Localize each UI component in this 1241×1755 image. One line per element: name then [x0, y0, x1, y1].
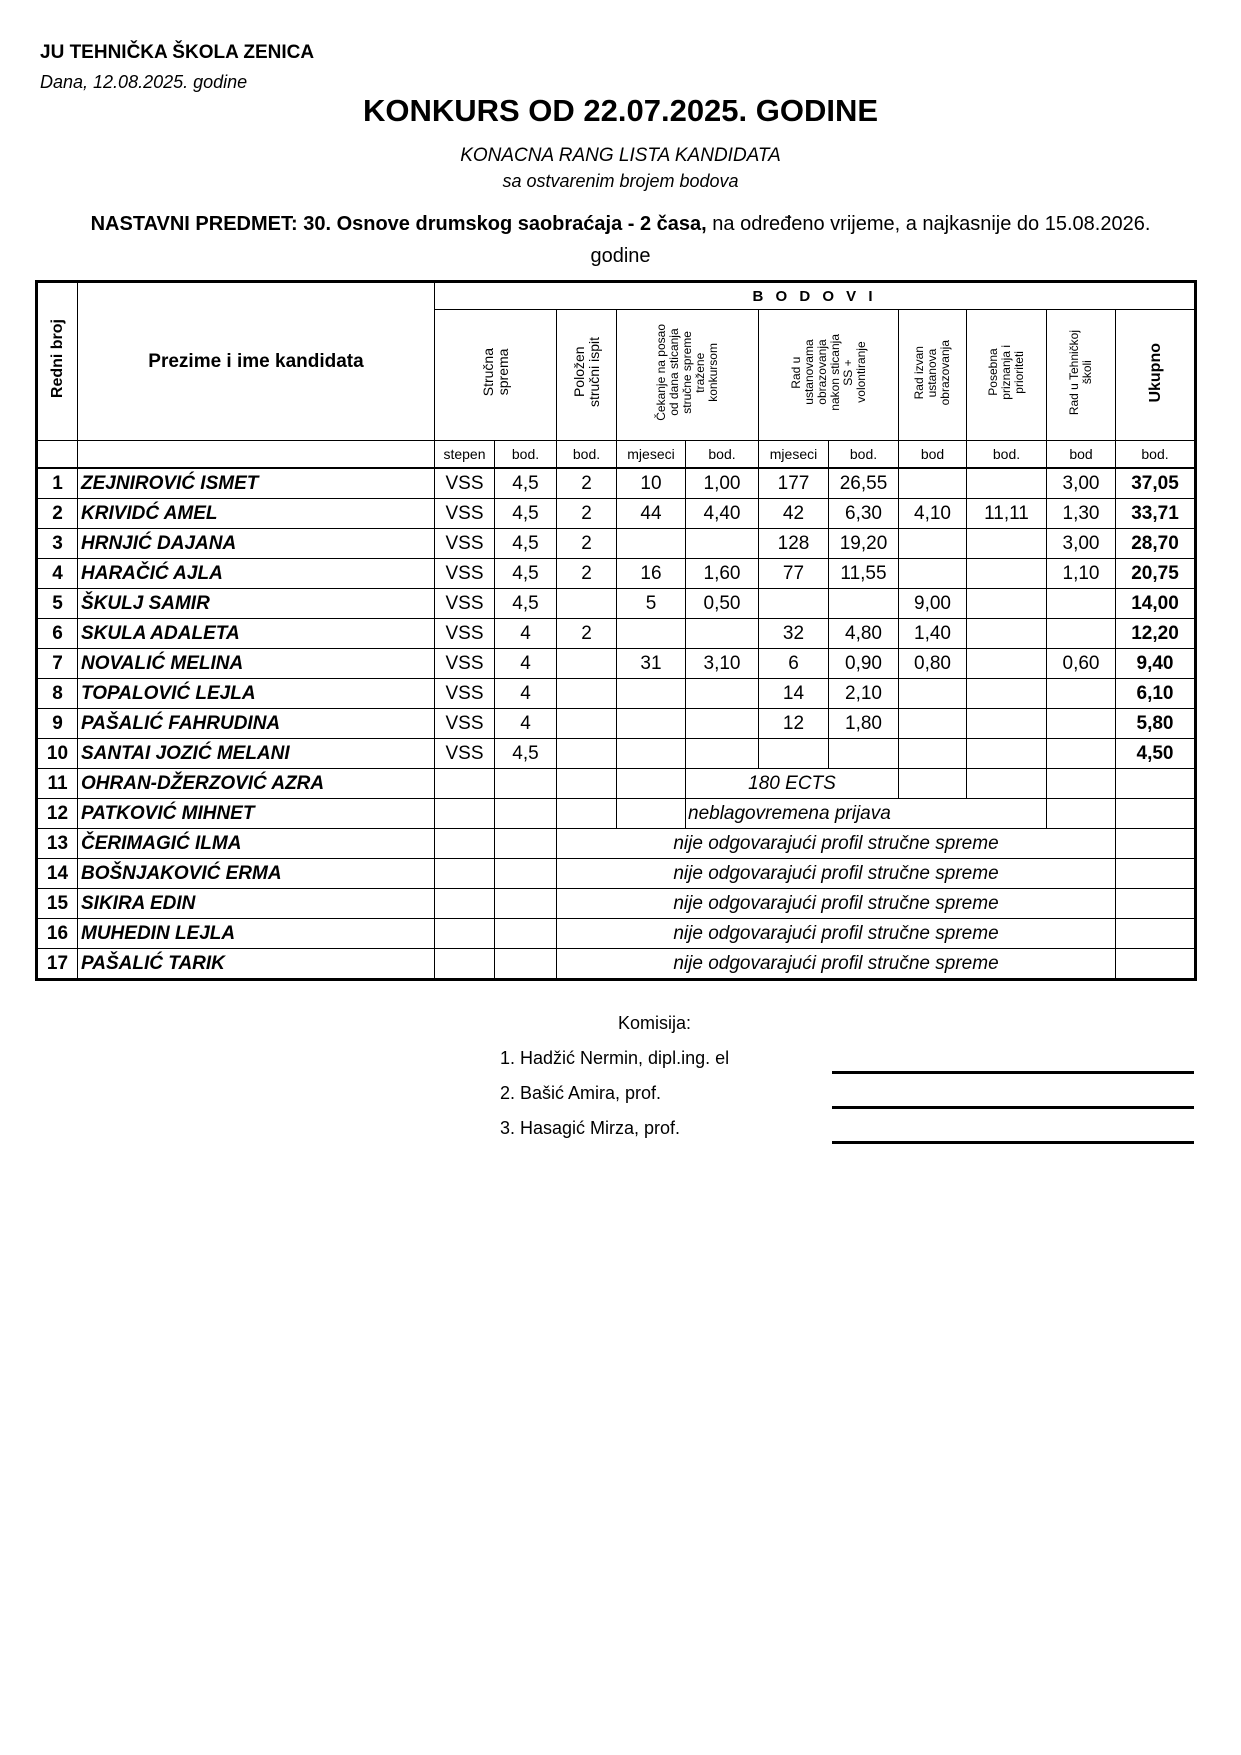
- cell-ukupno: 4,50: [1116, 739, 1196, 769]
- cell-empty: [1116, 919, 1196, 949]
- cell-posebna-bod: [967, 468, 1047, 499]
- rank-number: 7: [37, 649, 78, 679]
- candidate-name: PAŠALIĆ TARIK: [78, 949, 435, 980]
- rank-number: 15: [37, 889, 78, 919]
- unit-cell: mjeseci: [617, 441, 686, 469]
- commission-member: 2. Bašić Amira, prof.: [500, 1083, 662, 1103]
- signature-line: [832, 1106, 1194, 1109]
- unit-cell: mjeseci: [759, 441, 829, 469]
- unit-cell: bod.: [557, 441, 617, 469]
- unit-cell: bod.: [967, 441, 1047, 469]
- rank-number: 5: [37, 589, 78, 619]
- cell-rad-bod: 0,90: [829, 649, 899, 679]
- rank-number: 13: [37, 829, 78, 859]
- cell-rad-mjeseci: 177: [759, 468, 829, 499]
- header-posebna: Posebna priznanja i prioriteti: [967, 310, 1047, 441]
- cell-strucna-bod: 4,5: [495, 739, 557, 769]
- status-note: nije odgovarajući profil stručne spreme: [557, 859, 1116, 889]
- cell-rad-mjeseci: 128: [759, 529, 829, 559]
- cell-ispit-bod: [557, 709, 617, 739]
- cell-ispit-bod: 2: [557, 468, 617, 499]
- cell-rad-mjeseci: [759, 739, 829, 769]
- rank-number: 12: [37, 799, 78, 829]
- cell-strucna-bod: 4: [495, 679, 557, 709]
- cell-cekanje-bod: [686, 529, 759, 559]
- candidate-name: SKULA ADALETA: [78, 619, 435, 649]
- cell-stepen: VSS: [435, 559, 495, 589]
- cell-izvan-bod: [899, 529, 967, 559]
- cell-posebna-bod: [967, 709, 1047, 739]
- header-bodovi: B O D O V I: [435, 282, 1196, 310]
- rank-number: 9: [37, 709, 78, 739]
- cell-ukupno: 33,71: [1116, 499, 1196, 529]
- cell-strucna-bod: 4,5: [495, 589, 557, 619]
- cell-strucna-bod: 4,5: [495, 499, 557, 529]
- cell-empty: [435, 889, 495, 919]
- cell-ukupno: 14,00: [1116, 589, 1196, 619]
- cell-ispit-bod: 2: [557, 559, 617, 589]
- cell-izvan-bod: 9,00: [899, 589, 967, 619]
- cell-tehnicka-bod: 1,30: [1047, 499, 1116, 529]
- cell-empty: [495, 769, 557, 799]
- cell-ispit-bod: 2: [557, 499, 617, 529]
- cell-cekanje-bod: [686, 679, 759, 709]
- cell-cekanje-bod: 1,60: [686, 559, 759, 589]
- cell-cekanje-mjeseci: [617, 709, 686, 739]
- cell-rad-bod: [829, 589, 899, 619]
- cell-izvan-bod: [899, 559, 967, 589]
- header-rad-izvan: Rad izvan ustanova obrazovanja: [899, 310, 967, 441]
- cell-ispit-bod: [557, 649, 617, 679]
- cell-posebna-bod: [967, 559, 1047, 589]
- cell-empty: [435, 919, 495, 949]
- header-cekanje: Čekanje na posao od dana sticanja stručne spreme tražene konkursom: [617, 310, 759, 441]
- cell-rad-mjeseci: 32: [759, 619, 829, 649]
- cell-cekanje-bod: [686, 739, 759, 769]
- candidate-name: TOPALOVIĆ LEJLA: [78, 679, 435, 709]
- cell-cekanje-bod: 4,40: [686, 499, 759, 529]
- cell-empty: [967, 769, 1047, 799]
- cell-izvan-bod: 4,10: [899, 499, 967, 529]
- cell-rad-bod: 26,55: [829, 468, 899, 499]
- candidate-name: ZEJNIROVIĆ ISMET: [78, 468, 435, 499]
- cell-cekanje-mjeseci: [617, 739, 686, 769]
- commission-member: 3. Hasagić Mirza, prof.: [500, 1118, 681, 1138]
- cell-cekanje-bod: [686, 709, 759, 739]
- cell-izvan-bod: [899, 679, 967, 709]
- rank-number: 10: [37, 739, 78, 769]
- cell-stepen: VSS: [435, 619, 495, 649]
- cell-tehnicka-bod: [1047, 709, 1116, 739]
- unit-cell: bod: [899, 441, 967, 469]
- cell-strucna-bod: 4,5: [495, 468, 557, 499]
- cell-empty: [495, 859, 557, 889]
- cell-rad-mjeseci: 6: [759, 649, 829, 679]
- cell-rad-bod: 11,55: [829, 559, 899, 589]
- cell-cekanje-mjeseci: [617, 529, 686, 559]
- cell-empty: [495, 799, 557, 829]
- table-row: [37, 499, 1196, 529]
- cell-empty: [495, 949, 557, 980]
- rank-number: 16: [37, 919, 78, 949]
- subject-rest: na određeno vrijeme, a najkasnije do 15.08.2026. godine: [590, 213, 1151, 267]
- cell-empty: [1116, 829, 1196, 859]
- cell-rad-mjeseci: 14: [759, 679, 829, 709]
- status-note: nije odgovarajući profil stručne spreme: [557, 919, 1116, 949]
- cell-tehnicka-bod: 0,60: [1047, 649, 1116, 679]
- cell-strucna-bod: 4: [495, 619, 557, 649]
- cell-posebna-bod: [967, 529, 1047, 559]
- cell-stepen: VSS: [435, 499, 495, 529]
- cell-rad-bod: 1,80: [829, 709, 899, 739]
- table-row: [37, 709, 1196, 739]
- candidate-name: HRNJIĆ DAJANA: [78, 529, 435, 559]
- cell-tehnicka-bod: [1047, 619, 1116, 649]
- cell-izvan-bod: [899, 709, 967, 739]
- cell-posebna-bod: [967, 679, 1047, 709]
- cell-rad-mjeseci: 42: [759, 499, 829, 529]
- cell-empty: [617, 769, 686, 799]
- table-row: [37, 829, 1196, 859]
- table-row: [37, 649, 1196, 679]
- document-date: Dana, 12.08.2025. godine: [40, 72, 248, 92]
- subject-bold: NASTAVNI PREDMET: 30. Osnove drumskog saobraćaja - 2 časa,: [90, 213, 707, 235]
- cell-strucna-bod: 4: [495, 649, 557, 679]
- cell-empty: [435, 799, 495, 829]
- cell-rad-bod: [829, 739, 899, 769]
- cell-izvan-bod: [899, 468, 967, 499]
- header-name: Prezime i ime kandidata: [78, 282, 435, 441]
- cell-ispit-bod: 2: [557, 529, 617, 559]
- unit-cell: bod.: [686, 441, 759, 469]
- cell-izvan-bod: [899, 739, 967, 769]
- school-name: JU TEHNIČKA ŠKOLA ZENICA: [40, 42, 315, 63]
- cell-stepen: VSS: [435, 649, 495, 679]
- rank-number: 14: [37, 859, 78, 889]
- cell-rad-mjeseci: 77: [759, 559, 829, 589]
- rank-number: 6: [37, 619, 78, 649]
- cell-tehnicka-bod: 1,10: [1047, 559, 1116, 589]
- cell-posebna-bod: 11,11: [967, 499, 1047, 529]
- status-note: 180 ECTS: [686, 769, 899, 799]
- header-strucna-sprema: Stručna sprema: [435, 310, 557, 441]
- cell-rad-mjeseci: 12: [759, 709, 829, 739]
- table-row: [37, 769, 1196, 799]
- table-row: [37, 919, 1196, 949]
- subject-line: [60, 208, 1181, 272]
- candidate-name: SIKIRA EDIN: [78, 889, 435, 919]
- candidate-name: OHRAN-DŽERZOVIĆ AZRA: [78, 769, 435, 799]
- cell-tehnicka-bod: 3,00: [1047, 468, 1116, 499]
- table-row: [37, 889, 1196, 919]
- cell-empty: [1116, 949, 1196, 980]
- candidate-name: HARAČIĆ AJLA: [78, 559, 435, 589]
- header-tehnicka: Rad u Tehničkoj školi: [1047, 310, 1116, 441]
- cell-ukupno: 6,10: [1116, 679, 1196, 709]
- cell-rad-bod: 4,80: [829, 619, 899, 649]
- cell-stepen: VSS: [435, 468, 495, 499]
- cell-cekanje-bod: 3,10: [686, 649, 759, 679]
- table-row: [37, 679, 1196, 709]
- ranking-table: [35, 280, 1197, 981]
- cell-rad-bod: 19,20: [829, 529, 899, 559]
- unit-empty: [37, 441, 78, 469]
- cell-empty: [1116, 769, 1196, 799]
- candidate-name: BOŠNJAKOVIĆ ERMA: [78, 859, 435, 889]
- cell-strucna-bod: 4,5: [495, 529, 557, 559]
- table-row: [37, 859, 1196, 889]
- cell-rad-mjeseci: [759, 589, 829, 619]
- table-row: [37, 619, 1196, 649]
- unit-cell: bod.: [495, 441, 557, 469]
- cell-empty: [617, 799, 686, 829]
- subtitle: KONACNA RANG LISTA KANDIDATA: [460, 145, 781, 166]
- cell-cekanje-bod: [686, 619, 759, 649]
- units-row: [37, 441, 1196, 469]
- candidate-name: SANTAI JOZIĆ MELANI: [78, 739, 435, 769]
- cell-cekanje-bod: 1,00: [686, 468, 759, 499]
- table-row: [37, 799, 1196, 829]
- cell-ukupno: 20,75: [1116, 559, 1196, 589]
- unit-cell: bod: [1047, 441, 1116, 469]
- table-row: [37, 529, 1196, 559]
- rank-number: 17: [37, 949, 78, 980]
- candidate-name: PATKOVIĆ MIHNET: [78, 799, 435, 829]
- cell-tehnicka-bod: [1047, 589, 1116, 619]
- cell-tehnicka-bod: [1047, 679, 1116, 709]
- commission-title: Komisija:: [618, 1013, 692, 1033]
- cell-posebna-bod: [967, 739, 1047, 769]
- cell-posebna-bod: [967, 619, 1047, 649]
- cell-empty: [495, 829, 557, 859]
- cell-stepen: VSS: [435, 739, 495, 769]
- header-ukupno: Ukupno: [1116, 310, 1196, 441]
- cell-izvan-bod: 1,40: [899, 619, 967, 649]
- cell-cekanje-mjeseci: 44: [617, 499, 686, 529]
- cell-stepen: VSS: [435, 679, 495, 709]
- rank-number: 3: [37, 529, 78, 559]
- unit-cell: stepen: [435, 441, 495, 469]
- cell-rad-bod: 2,10: [829, 679, 899, 709]
- signature-line: [832, 1071, 1194, 1074]
- unit-cell: bod.: [1116, 441, 1196, 469]
- candidate-name: MUHEDIN LEJLA: [78, 919, 435, 949]
- cell-ukupno: 37,05: [1116, 468, 1196, 499]
- cell-tehnicka-bod: 3,00: [1047, 529, 1116, 559]
- cell-posebna-bod: [967, 649, 1047, 679]
- commission-member: 1. Hadžić Nermin, dipl.ing. el: [500, 1048, 730, 1068]
- cell-empty: [435, 769, 495, 799]
- page-title: KONKURS OD 22.07.2025. GODINE: [362, 93, 879, 128]
- cell-izvan-bod: 0,80: [899, 649, 967, 679]
- cell-empty: [435, 949, 495, 980]
- table-row: [37, 559, 1196, 589]
- header-redni-broj: Redni broj: [37, 282, 78, 441]
- rank-number: 2: [37, 499, 78, 529]
- rank-number: 11: [37, 769, 78, 799]
- cell-empty: [435, 859, 495, 889]
- candidate-name: KRIVIDĆ AMEL: [78, 499, 435, 529]
- status-note: nije odgovarajući profil stručne spreme: [557, 829, 1116, 859]
- cell-empty: [1116, 889, 1196, 919]
- cell-ispit-bod: [557, 589, 617, 619]
- cell-cekanje-mjeseci: 5: [617, 589, 686, 619]
- signature-line: [832, 1141, 1194, 1144]
- cell-empty: [1047, 769, 1116, 799]
- table-row: [37, 589, 1196, 619]
- cell-empty: [1047, 799, 1116, 829]
- subtitle-secondary: sa ostvarenim brojem bodova: [502, 171, 739, 191]
- rank-number: 8: [37, 679, 78, 709]
- cell-ukupno: 28,70: [1116, 529, 1196, 559]
- cell-empty: [495, 919, 557, 949]
- cell-empty: [435, 829, 495, 859]
- cell-ispit-bod: [557, 739, 617, 769]
- cell-strucna-bod: 4,5: [495, 559, 557, 589]
- table-row: [37, 739, 1196, 769]
- cell-ukupno: 9,40: [1116, 649, 1196, 679]
- cell-strucna-bod: 4: [495, 709, 557, 739]
- candidate-name: ČERIMAGIĆ ILMA: [78, 829, 435, 859]
- cell-ukupno: 5,80: [1116, 709, 1196, 739]
- cell-posebna-bod: [967, 589, 1047, 619]
- status-note: neblagovremena prijava: [686, 799, 1047, 829]
- cell-rad-bod: 6,30: [829, 499, 899, 529]
- cell-empty: [495, 889, 557, 919]
- cell-cekanje-mjeseci: 31: [617, 649, 686, 679]
- rank-number: 1: [37, 468, 78, 499]
- candidate-name: NOVALIĆ MELINA: [78, 649, 435, 679]
- cell-ispit-bod: 2: [557, 619, 617, 649]
- candidate-name: PAŠALIĆ FAHRUDINA: [78, 709, 435, 739]
- cell-cekanje-mjeseci: 10: [617, 468, 686, 499]
- cell-empty: [557, 799, 617, 829]
- cell-stepen: VSS: [435, 529, 495, 559]
- cell-ukupno: 12,20: [1116, 619, 1196, 649]
- cell-cekanje-mjeseci: [617, 679, 686, 709]
- cell-cekanje-mjeseci: [617, 619, 686, 649]
- candidate-name: ŠKULJ SAMIR: [78, 589, 435, 619]
- cell-cekanje-mjeseci: 16: [617, 559, 686, 589]
- ranking-body: [37, 468, 1196, 980]
- cell-cekanje-bod: 0,50: [686, 589, 759, 619]
- cell-stepen: VSS: [435, 709, 495, 739]
- cell-ispit-bod: [557, 679, 617, 709]
- header-rad-ustanova: Rad u ustanovama obrazovanja nakon sticanja SS + volontiranje: [759, 310, 899, 441]
- unit-empty: [78, 441, 435, 469]
- table-row: [37, 468, 1196, 499]
- status-note: nije odgovarajući profil stručne spreme: [557, 949, 1116, 980]
- cell-empty: [1116, 799, 1196, 829]
- cell-stepen: VSS: [435, 589, 495, 619]
- unit-cell: bod.: [829, 441, 899, 469]
- cell-empty: [1116, 859, 1196, 889]
- cell-tehnicka-bod: [1047, 739, 1116, 769]
- cell-empty: [899, 769, 967, 799]
- rank-number: 4: [37, 559, 78, 589]
- cell-empty: [557, 769, 617, 799]
- status-note: nije odgovarajući profil stručne spreme: [557, 889, 1116, 919]
- header-polozen-ispit: Položen stručni ispit: [557, 310, 617, 441]
- table-row: [37, 949, 1196, 980]
